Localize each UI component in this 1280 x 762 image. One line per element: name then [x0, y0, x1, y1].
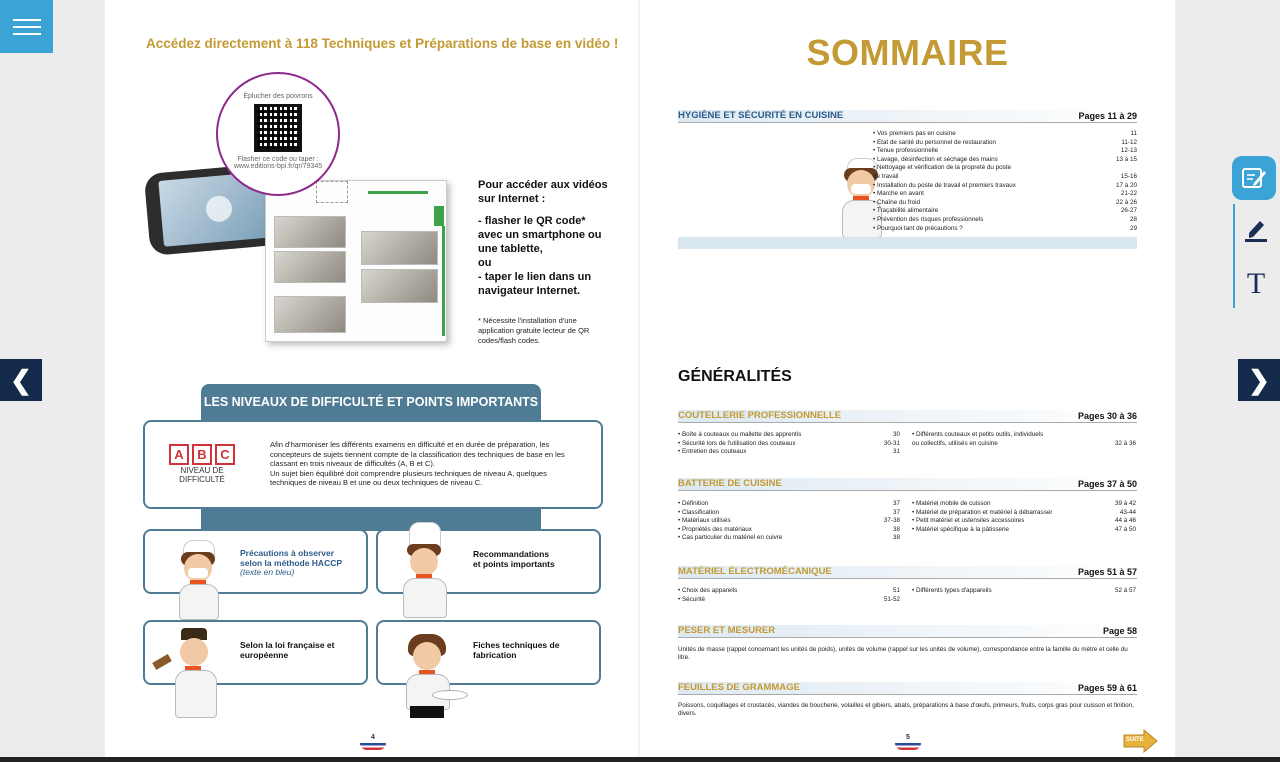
toc-entry[interactable]: • Matériaux utilisés 37-38	[678, 517, 900, 525]
toc-entry[interactable]: • Tenue professionnelle 12-13	[873, 147, 1137, 155]
toc-entry[interactable]: • Classification 37	[678, 508, 900, 516]
coutellerie-items-col1	[678, 431, 900, 457]
toc-entry[interactable]: • Matériel mobile de cuisson 39 à 42	[912, 500, 1136, 507]
toc-entry[interactable]: • Différents types d'appareils 52 à 57	[912, 587, 1136, 594]
section-electro-header[interactable]: MATÉRIEL ÉLECTROMÉCANIQUE Pages 51 à 57	[678, 566, 1137, 577]
difficulty-badge-label: NIVEAU DE DIFFICULTÉ	[179, 466, 225, 484]
highlight-button[interactable]	[1242, 216, 1270, 244]
toc-entry[interactable]: • Choix des appareils 51	[678, 587, 900, 594]
menu-button[interactable]	[0, 0, 53, 53]
toc-entry[interactable]: • Sécurité lors de l'utilisation des couteaux 30-31	[678, 439, 900, 447]
video-access-instructions: Pour accéder aux vidéos sur Internet : - flasher le QR code* avec un smartphone ou une tablette, ou - taper le lien dans un navigateur Internet.	[478, 179, 608, 297]
toc-entry[interactable]: • Propriétés des matériaux 38	[678, 525, 900, 533]
toc-entry[interactable]: • Vos premiers pas en cuisine 11	[873, 130, 1137, 137]
toc-entry[interactable]: • Marche en avant 21-22	[873, 190, 1137, 198]
level-a-badge: A	[169, 444, 189, 465]
levels-section-title: LES NIVEAUX DE DIFFICULTÉ ET POINTS IMPORTANTS	[201, 384, 541, 420]
toc-entry[interactable]: • Matériel de préparation et matériel à débarrasser 43-44	[912, 508, 1136, 516]
level-b-badge: B	[192, 444, 212, 465]
generalites-heading: GÉNÉRALITÉS	[678, 368, 792, 385]
toc-entry[interactable]: • Entretien des couteaux 31	[678, 448, 900, 456]
legend-recipe-sheets: Fiches techniques de fabrication	[376, 620, 601, 685]
peser-description: Unités de masse (rappel concernant les unités de poids), unités de volume (rappel sur les unités de volume), correspondance entre la famille du mètre et celle du litre.	[678, 646, 1128, 662]
qr-code	[254, 104, 302, 152]
toc-entry[interactable]: de travail 15-16	[873, 172, 1137, 180]
levels-description: Afin d'harmoniser les différents examens en difficulté et en durée de préparation, les concepteurs de sujets tiennent compte de la classification des techniques de base en les classant en trois niveaux de difficultés (A, B et C). Un sujet bien équilibré doit comprendre plusieurs techniques de niveau A, quelques techniques de niveau B et une ou deux techniques de niveau C.	[270, 440, 565, 487]
chef-tall-hat-illustration	[397, 522, 457, 618]
toc-entry[interactable]: • Matériel spécifique à la pâtisserie 47 à 50	[912, 525, 1136, 533]
toc-entry[interactable]: • Nettoyage et vérification de la propreté du poste	[873, 164, 1012, 172]
note-pen-icon	[1240, 164, 1268, 192]
page-number: 4	[371, 734, 375, 741]
section-hygiene-header[interactable]: HYGIÈNE ET SÉCURITÉ EN CUISINE Pages 11 à 29	[678, 110, 1137, 121]
toc-entry[interactable]: • État de santé du personnel de restauration 11-12	[873, 138, 1137, 146]
toc-entry[interactable]: • Prévention des risques professionnels 28	[873, 215, 1137, 223]
toc-entry[interactable]: • Petit matériel et ustensiles accessoires 44 à 46	[912, 517, 1136, 525]
batterie-items-col1	[678, 500, 900, 543]
suite-button[interactable]: SUITE	[1122, 729, 1158, 753]
chef-mask-illustration	[173, 540, 233, 620]
text-tool-button[interactable]: T	[1246, 267, 1266, 300]
chef-judge-illustration	[153, 628, 213, 718]
gavel-icon	[152, 654, 172, 670]
publisher-logo	[895, 743, 921, 750]
book-illustration	[265, 180, 447, 342]
qr-code-callout: Éplucher des poivrons Flasher ce code ou taper : www.editions-bpi.fr/qr/79345	[216, 72, 340, 196]
difficulty-levels-box	[143, 420, 603, 509]
electro-items-col1	[678, 587, 900, 604]
coutellerie-items-col2	[912, 431, 1136, 448]
video-headline: Accédez directement à 118 Techniques et Préparations de base en vidéo !	[146, 36, 619, 51]
electro-items-col2	[912, 587, 1136, 596]
batterie-items-col2	[912, 500, 1136, 534]
chef-plate-illustration	[400, 634, 460, 718]
toc-entry[interactable]: ou collectifs, utilisés en cuisine 32 à 36	[912, 439, 1136, 447]
legend-haccp: Précautions à observer selon la méthode HACCP (texte en bleu)	[143, 529, 368, 594]
left-page	[105, 0, 640, 757]
hamburger-icon	[13, 19, 41, 21]
hygiene-items	[873, 130, 1137, 233]
toc-entry[interactable]: • Boîte à couteaux ou mallette des apprentis 30	[678, 431, 900, 438]
section-peser-header[interactable]: PESER ET MESURER Page 58	[678, 625, 1137, 636]
toc-entry[interactable]: • Installation du poste de travail et premiers travaux 17 à 20	[873, 181, 1137, 189]
instructions-footnote: * Nécessite l'installation d'une application gratuite lecteur de QR codes/flash codes.	[478, 316, 590, 345]
section-grammage-header[interactable]: FEUILLES DE GRAMMAGE Pages 59 à 61	[678, 682, 1137, 693]
legend-law: Selon la loi française et européenne	[143, 620, 368, 685]
page-number: 5	[906, 734, 910, 741]
toc-entry[interactable]: • Traçabilité alimentaire 26-27	[873, 207, 1137, 215]
annotate-button[interactable]	[1232, 156, 1276, 200]
plate-icon	[432, 690, 468, 700]
section-batterie-header[interactable]: BATTERIE DE CUISINE Pages 37 à 50	[678, 478, 1137, 489]
toolbar-divider	[1233, 204, 1235, 308]
section-coutellerie-header[interactable]: COUTELLERIE PROFESSIONNELLE Pages 30 à 36	[678, 410, 1137, 421]
play-icon	[205, 195, 233, 223]
toc-entry[interactable]: • Différents couteaux et petits outils, individuels	[912, 431, 1044, 438]
previous-page-button[interactable]	[0, 359, 42, 401]
page-title: SOMMAIRE	[806, 32, 1009, 73]
toc-entry[interactable]: • Chaîne du froid 22 à 26	[873, 198, 1137, 206]
annotation-toolbar	[1232, 156, 1280, 306]
publisher-logo	[360, 743, 386, 750]
chevron-left-icon: ❮	[10, 364, 32, 395]
toc-entry[interactable]: • Sécurité 51-52	[678, 595, 900, 603]
highlighter-icon	[1243, 217, 1269, 243]
next-page-button[interactable]	[1238, 359, 1280, 401]
toc-entry[interactable]: • Lavage, désinfection et séchage des mains 13 à 15	[873, 155, 1137, 163]
grammage-description: Poissons, coquillages et crustacés, viandes de boucherie, volailles et gibiers, abats, préparations à base d'œufs, primeurs, fruits, corps gras pour cuisson et finition, divers.	[678, 702, 1134, 718]
difficulty-badge	[169, 444, 235, 465]
toc-entry[interactable]: • Pourquoi tant de précautions ? 29	[873, 224, 1137, 232]
toc-entry[interactable]: • Cas particulier du matériel en cuivre 38	[678, 534, 900, 542]
toc-entry[interactable]: • Définition 37	[678, 500, 900, 507]
right-page	[640, 0, 1175, 757]
chevron-right-icon: ❯	[1248, 364, 1270, 395]
level-c-badge: C	[215, 444, 235, 465]
legend-recommendations: Recommandations et points importants	[376, 529, 601, 594]
